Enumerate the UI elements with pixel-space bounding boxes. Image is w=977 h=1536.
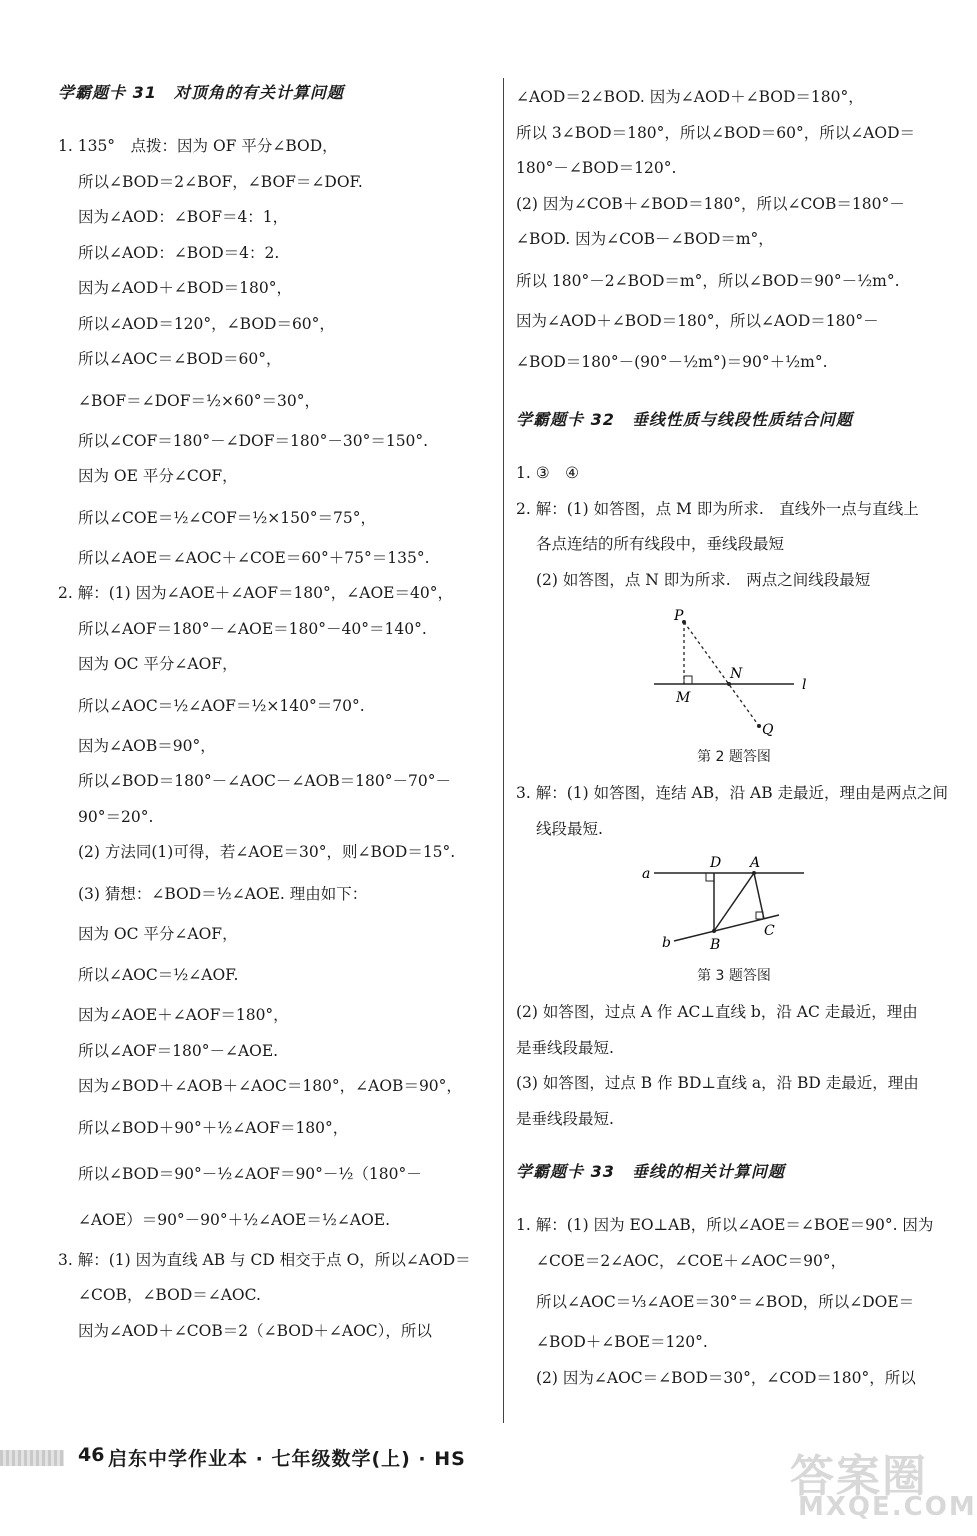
point-A bbox=[752, 871, 756, 875]
figure-3-caption: 第 3 题答图 bbox=[697, 968, 771, 984]
answer-line: 因为∠AOD：∠BOF＝4：1， bbox=[78, 208, 289, 226]
right-angle-mark-D bbox=[706, 873, 714, 881]
answer-line: (2) 如答图，点 N 即为所求. 两点之间线段最短 bbox=[536, 570, 871, 589]
watermark-url: MXQE.COM bbox=[798, 1492, 977, 1522]
label-A: A bbox=[750, 855, 761, 871]
question-3-block bbox=[58, 1243, 490, 1350]
answer-line: 所以∠COF＝180°－∠DOF＝180°－30°＝150°. bbox=[78, 431, 429, 450]
answer-line: 1. 解：(1) 因为 EO⊥AB，所以∠AOE＝∠BOE＝90°. 因为 bbox=[516, 1216, 934, 1234]
answer-line: 2. 解：(1) 因为∠AOE＋∠AOF＝180°，∠AOE＝40°， bbox=[58, 584, 453, 602]
answer-line: 所以∠BOD＋90°＋½∠AOF＝180°， bbox=[78, 1118, 349, 1137]
answer-line: 所以∠BOD＝90°－½∠AOF＝90°－½（180°－ bbox=[78, 1164, 422, 1183]
figure-3-diagram bbox=[634, 855, 834, 955]
answer-line: 3. 解：(1) 因为直线 AB 与 CD 相交于点 O，所以∠AOD＝ bbox=[58, 1250, 471, 1269]
answer-line: 90°＝20°. bbox=[78, 807, 154, 826]
question-2-block bbox=[58, 576, 490, 1243]
answer-line: 1. ③ ④ bbox=[516, 464, 580, 482]
answer-line: 所以∠BOD＝180°－∠AOC－∠AOB＝180°－70°－ bbox=[78, 772, 451, 790]
answer-line: 所以∠AOC＝∠BOD＝60°， bbox=[78, 350, 282, 368]
answer-line: 各点连结的所有线段中，垂线段最短 bbox=[536, 535, 785, 553]
page-number: 46 bbox=[78, 1444, 105, 1466]
point-N bbox=[727, 682, 731, 686]
footer-decoration-bar bbox=[0, 1450, 64, 1466]
watermark-text: 答案圈 bbox=[790, 1451, 928, 1502]
section-heading-31: 学霸题卡 31 对顶角的有关计算问题 bbox=[58, 83, 344, 102]
answer-line: ∠AOE）＝90°－90°＋½∠AOE＝½∠AOE. bbox=[78, 1210, 391, 1229]
answer-line: 2. 解：(1) 如答图，点 M 即为所求. 直线外一点与直线上 bbox=[516, 499, 919, 518]
answer-line: ∠COB，∠BOD＝∠AOC. bbox=[78, 1286, 261, 1304]
answer-line: 是垂线段最短. bbox=[516, 1038, 614, 1057]
answer-line: 所以 180°－2∠BOD＝m°，所以∠BOD＝90°－½m°. bbox=[516, 271, 900, 290]
answer-line: 所以∠COE＝½∠COF＝½×150°＝75°， bbox=[78, 508, 377, 527]
point-B bbox=[712, 929, 716, 933]
left-column bbox=[58, 80, 490, 1349]
answer-line: ∠BOD＝180°－(90°－½m°)＝90°＋½m°. bbox=[516, 353, 828, 371]
label-D: D bbox=[710, 855, 722, 871]
label-C: C bbox=[764, 923, 775, 939]
figure-3 bbox=[516, 855, 952, 959]
label-B: B bbox=[710, 937, 721, 953]
answer-line: (2) 如答图，过点 A 作 AC⊥直线 b，沿 AC 走最近，理由 bbox=[516, 1003, 918, 1021]
figure-2 bbox=[516, 606, 952, 740]
answer-line: ∠COE＝2∠AOC，∠COE＋∠AOC＝90°， bbox=[536, 1251, 847, 1270]
answer-line: 是垂线段最短. bbox=[516, 1109, 614, 1128]
right-angle-mark bbox=[684, 676, 692, 684]
label-P: P bbox=[674, 608, 684, 624]
section-heading-33: 学霸题卡 33 垂线的相关计算问题 bbox=[516, 1162, 785, 1181]
answer-line: 所以∠AOC＝½∠AOF＝½×140°＝70°. bbox=[78, 696, 365, 715]
answer-line: 所以∠AOF＝180°－∠AOE＝180°－40°＝140°. bbox=[78, 619, 427, 638]
answer-line: 所以∠AOC＝½∠AOF. bbox=[78, 966, 239, 984]
segment-PQ bbox=[684, 622, 759, 726]
answer-line: 1. 135° 点拨：因为 OF 平分∠BOD， bbox=[58, 137, 338, 155]
answer-line: 180°－∠BOD＝120°. bbox=[516, 159, 677, 177]
answer-line: 因为 OC 平分∠AOF， bbox=[78, 655, 238, 673]
column-divider bbox=[503, 78, 504, 1423]
section-heading-32: 学霸题卡 32 垂线性质与线段性质结合问题 bbox=[516, 410, 853, 429]
book-title: 启东中学作业本 · 七年级数学(上) · HS bbox=[108, 1448, 466, 1470]
section-33-answers bbox=[516, 1208, 952, 1396]
label-N: N bbox=[730, 666, 743, 682]
point-Q bbox=[757, 724, 761, 728]
answer-line: 线段最短. bbox=[536, 819, 603, 838]
section-32-q3-parts2-3 bbox=[516, 995, 952, 1137]
answer-line: 所以∠BOD＝2∠BOF，∠BOF＝∠DOF. bbox=[78, 172, 363, 191]
answer-line: (3) 猜想：∠BOD＝½∠AOE. 理由如下： bbox=[78, 884, 368, 903]
answer-line: ∠BOD＋∠BOE＝120°. bbox=[536, 1333, 708, 1351]
label-l: l bbox=[802, 677, 807, 693]
answer-line: 因为∠AOE＋∠AOF＝180°， bbox=[78, 1006, 289, 1024]
label-a: a bbox=[642, 866, 651, 882]
answer-line: ∠BOF＝∠DOF＝½×60°＝30°， bbox=[78, 391, 320, 410]
answer-line: 所以∠AOF＝180°－∠AOE. bbox=[78, 1041, 279, 1060]
answer-line: 因为∠AOD＋∠BOD＝180°， bbox=[78, 279, 292, 297]
answer-line: (3) 如答图，过点 B 作 BD⊥直线 a，沿 BD 走最近，理由 bbox=[516, 1074, 919, 1092]
answer-line: 所以∠AOD＝120°，∠BOD＝60°， bbox=[78, 314, 335, 333]
answer-line: (2) 方法同(1)可得，若∠AOE＝30°，则∠BOD＝15°. bbox=[78, 843, 456, 861]
section-32-q3-part1 bbox=[516, 776, 952, 847]
figure-2-diagram bbox=[634, 606, 834, 736]
section-32-answers bbox=[516, 456, 952, 598]
answer-line: (2) 因为∠AOC＝∠BOD＝30°，∠COD＝180°，所以 bbox=[536, 1368, 916, 1387]
answer-line: 所以∠AOC＝⅓∠AOE＝30°＝∠BOD，所以∠DOE＝ bbox=[536, 1293, 915, 1311]
answer-line: 所以∠AOD：∠BOD＝4：2. bbox=[78, 243, 280, 262]
label-M: M bbox=[676, 690, 691, 706]
answer-line: 因为∠AOD＋∠COB＝2（∠BOD＋∠AOC），所以 bbox=[78, 1321, 432, 1340]
label-Q: Q bbox=[762, 722, 774, 736]
question-1-block bbox=[58, 129, 490, 576]
answer-line: 因为 OE 平分∠COF， bbox=[78, 467, 238, 485]
answer-line: 所以∠AOE＝∠AOC＋∠COE＝60°＋75°＝135°. bbox=[78, 548, 430, 567]
right-column bbox=[516, 80, 952, 1396]
answer-line: 因为∠AOB＝90°， bbox=[78, 736, 216, 755]
watermark-logo bbox=[790, 1440, 977, 1528]
answer-line: (2) 因为∠COB＋∠BOD＝180°，所以∠COB＝180°－ bbox=[516, 194, 905, 213]
figure-2-caption: 第 2 题答图 bbox=[697, 749, 771, 765]
label-b: b bbox=[662, 935, 671, 951]
answer-line: 所以 3∠BOD＝180°，所以∠BOD＝60°，所以∠AOD＝ bbox=[516, 123, 916, 142]
answer-line: ∠BOD. 因为∠COB－∠BOD＝m°， bbox=[516, 230, 774, 248]
question-3-continued bbox=[516, 80, 952, 385]
answer-line: 因为∠BOD＋∠AOB＋∠AOC＝180°，∠AOB＝90°， bbox=[78, 1077, 462, 1095]
answer-line: 因为 OC 平分∠AOF， bbox=[78, 924, 238, 943]
answer-line: 因为∠AOD＋∠BOD＝180°，所以∠AOD＝180°－ bbox=[516, 311, 879, 330]
answer-line: ∠AOD＝2∠BOD. 因为∠AOD＋∠BOD＝180°， bbox=[516, 88, 864, 106]
answer-line: 3. 解：(1) 如答图，连结 AB，沿 AB 走最近，理由是两点之间 bbox=[516, 784, 949, 802]
